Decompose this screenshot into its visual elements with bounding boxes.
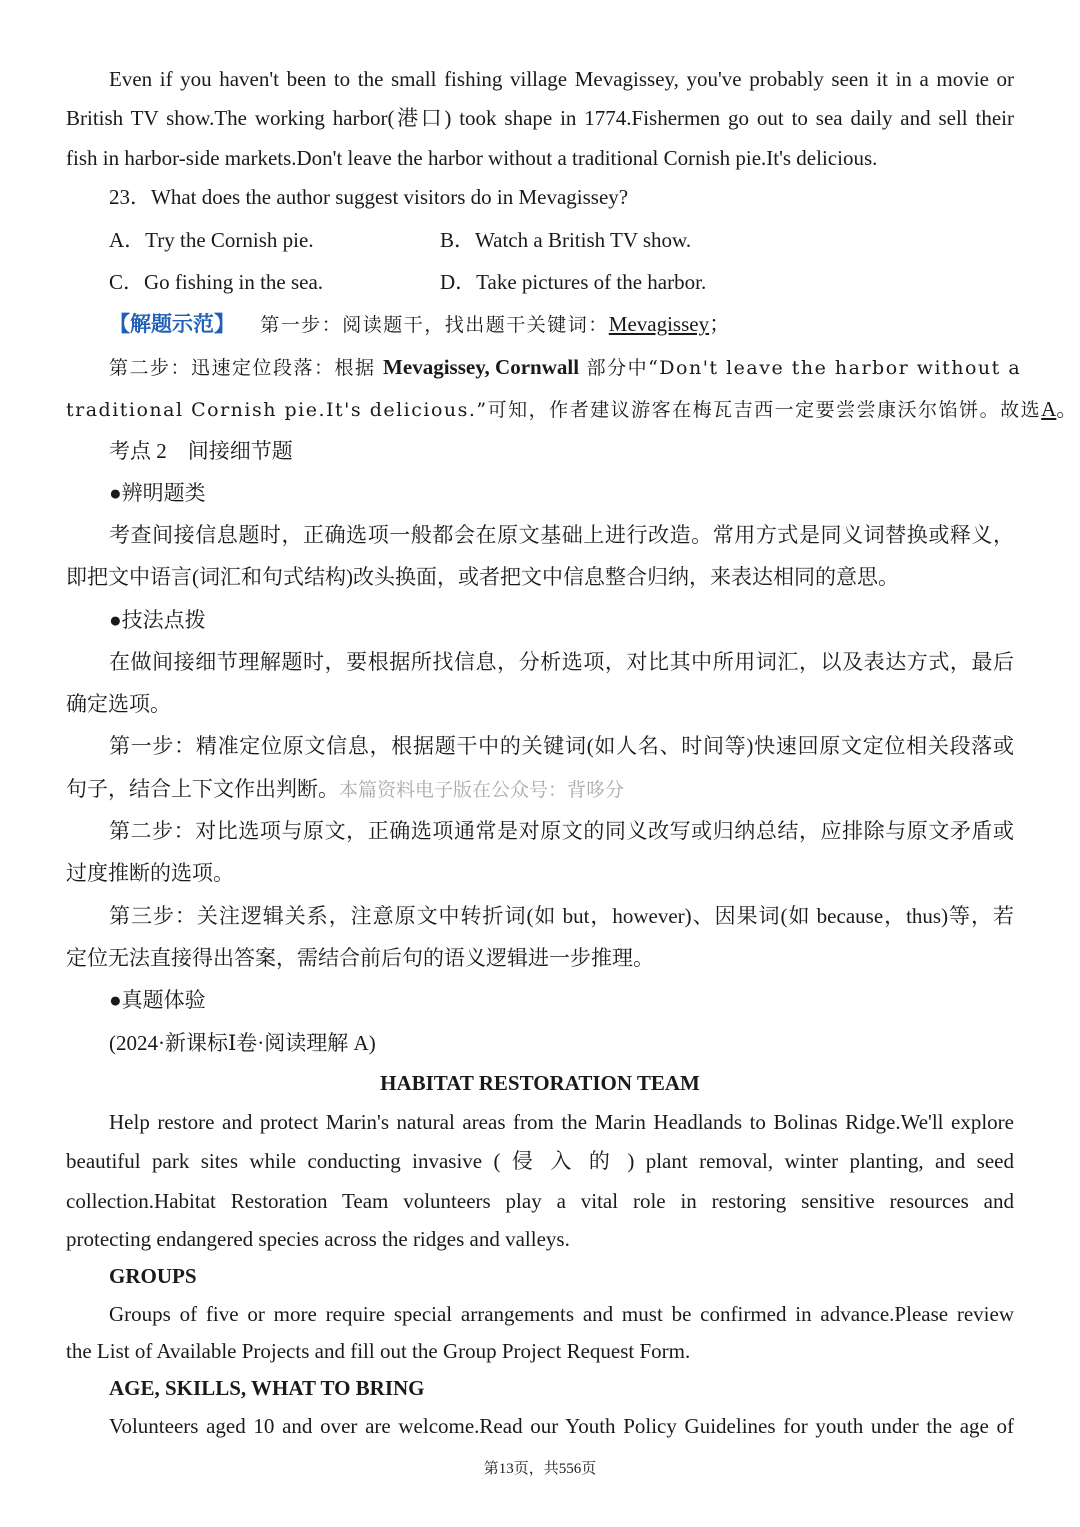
habitat-title: HABITAT RESTORATION TEAM bbox=[380, 1071, 700, 1095]
groups-heading: GROUPS bbox=[109, 1264, 197, 1288]
options-row-2 bbox=[109, 267, 1014, 297]
passage-line: British TV show.The working harbor(港口) took shape in 1774.Fishermen go out to sea daily and sell their bbox=[66, 106, 1014, 130]
page-number: 第13页，共556页 bbox=[483, 1461, 597, 1477]
option-c: C．Go fishing in the sea. bbox=[109, 270, 324, 294]
step2-mid: 部分中“Don't leave the harbor without a bbox=[579, 357, 1022, 379]
solution-step1-text: 第一步：阅读题干，找出题干关键词： bbox=[260, 314, 609, 336]
options-row-1 bbox=[109, 225, 1014, 255]
passage-line: Even if you haven't been to the small fishing village Mevagissey, you've probably seen it in a movie or bbox=[109, 67, 1014, 91]
step2-line2: traditional Cornish pie.It's delicious.”可知，作者建议游客在梅瓦吉西一定要尝尝康沃尔馅饼。故选 bbox=[66, 399, 1042, 421]
step1-text: 第一步：精准定位原文信息，根据题干中的关键词(如人名、时间等)快速回原文定位相关段落或 bbox=[109, 734, 1014, 758]
groups-text: Groups of five or more require special arrangements and must be confirmed in advance.Please review bbox=[109, 1302, 1014, 1326]
step1-text-line2 bbox=[66, 774, 1014, 804]
habitat-paragraph: protecting endangered species across the ridges and valleys. bbox=[66, 1227, 570, 1251]
groups-text: the List of Available Projects and fill out the Group Project Request Form. bbox=[66, 1339, 691, 1363]
step2-text: 过度推断的选项。 bbox=[66, 861, 234, 885]
habitat-paragraph: beautiful park sites while conducting invasive ( 侵 入 的 ) plant removal, winter planting, and seed bbox=[66, 1149, 1014, 1173]
age-text: Volunteers aged 10 and over are welcome.Read our Youth Policy Guidelines for youth under the age of bbox=[109, 1414, 1014, 1438]
solution-tag: 【解题示范】 bbox=[109, 312, 235, 336]
solution-step2 bbox=[109, 352, 1022, 382]
identify-text: 考查间接信息题时，正确选项一般都会在原文基础上进行改造。常用方式是同义词替换或释义， bbox=[109, 523, 1014, 547]
age-heading: AGE, SKILLS, WHAT TO BRING bbox=[109, 1376, 425, 1400]
identify-text: 即把文中语言(词汇和句式结构)改头换面，或者把文中信息整合归纳，来表达相同的意思。 bbox=[66, 565, 899, 589]
step2-text: 第二步：对比选项与原文，正确选项通常是对原文的同义改写或归纳总结，应排除与原文矛盾或 bbox=[109, 819, 1014, 843]
solution-step1 bbox=[109, 309, 1014, 339]
step1-suffix: ； bbox=[709, 312, 731, 336]
option-b: B．Watch a British TV show. bbox=[440, 228, 692, 252]
tips-text: 确定选项。 bbox=[66, 692, 171, 716]
solution-step2-line2 bbox=[66, 394, 1078, 424]
step2-prefix: 第二步：迅速定位段落：根据 bbox=[109, 357, 384, 379]
answer-letter: A bbox=[1041, 397, 1057, 421]
option-a: A．Try the Cornish pie. bbox=[109, 228, 314, 252]
option-d: D．Take pictures of the harbor. bbox=[440, 270, 707, 294]
real-heading: ●真题体验 bbox=[109, 988, 206, 1012]
step3-text: 定位无法直接得出答案，需结合前后句的语义逻辑进一步推理。 bbox=[66, 946, 654, 970]
question-stem: 23．What does the author suggest visitors do in Mevagissey? bbox=[109, 185, 629, 209]
habitat-paragraph: Help restore and protect Marin's natural areas from the Marin Headlands to Bolinas Ridge.We'll explore bbox=[109, 1110, 1014, 1134]
step2-bold: Mevagissey, Cornwall bbox=[383, 355, 580, 379]
section-title: 考点 2 间接细节题 bbox=[109, 439, 293, 463]
step1-line2: 句子，结合上下文作出判断。 bbox=[66, 777, 339, 801]
source-label: (2024·新课标Ⅰ卷·阅读理解 A) bbox=[109, 1031, 376, 1055]
identify-heading: ●辨明题类 bbox=[109, 481, 206, 505]
tips-heading: ●技法点拨 bbox=[109, 608, 206, 632]
habitat-paragraph: collection.Habitat Restoration Team volunteers play a vital role in restoring sensitive resources and bbox=[66, 1189, 1014, 1213]
keyword-mevagissey: Mevagissey bbox=[608, 312, 710, 336]
tips-text: 在做间接细节理解题时，要根据所找信息，分析选项，对比其中所用词汇，以及表达方式，最后 bbox=[109, 650, 1014, 674]
watermark-text: 本篇资料电子版在公众号：背哆分 bbox=[339, 779, 625, 801]
step2-end: 。 bbox=[1056, 397, 1078, 421]
step3-text: 第三步：关注逻辑关系，注意原文中转折词(如 but，however)、因果词(如 because，thus)等，若 bbox=[109, 904, 1014, 928]
passage-line: fish in harbor-side markets.Don't leave the harbor without a traditional Cornish pie.It's delicious. bbox=[66, 146, 878, 170]
